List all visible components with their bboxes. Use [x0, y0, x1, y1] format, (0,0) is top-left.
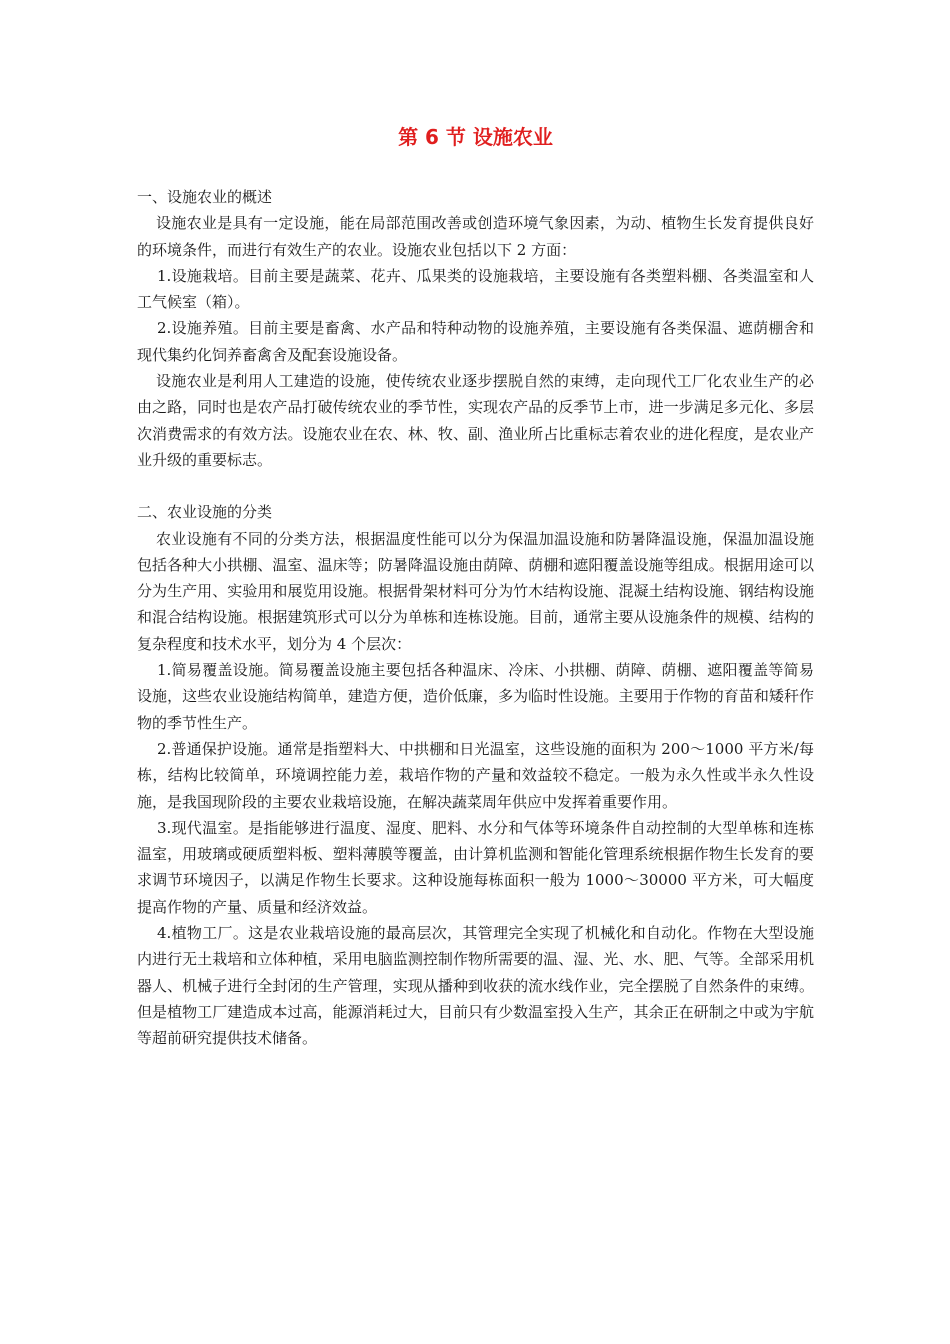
section-heading: 二、农业设施的分类 [137, 503, 273, 522]
list-item: 1.简易覆盖设施。简易覆盖设施主要包括各种温床、冷床、小拱棚、荫障、荫棚、遮阳覆盖等简易设施，这些农业设施结构简单，建造方便，造价低廉，多为临时性设施。主要用于作物的育苗和矮秆作物的季节性生产。 [137, 661, 814, 732]
paragraph: 农业设施有不同的分类方法，根据温度性能可以分为保温加温设施和防暑降温设施，保温加温设施包括各种大小拱棚、温室、温床等；防暑降温设施由荫障、荫棚和遮阳覆盖设施等组成。根据用途可以分为生产用、实验用和展览用设施。根据骨架材料可分为竹木结构设施、混凝土结构设施、钢结构设施和混合结构设施。根据建筑形式可以分为单栋和连栋设施。目前，通常主要从设施条件的规模、结构的复杂程度和技术水平，划分为 4 个层次： [137, 529, 814, 653]
paragraph: 设施农业是利用人工建造的设施，使传统农业逐步摆脱自然的束缚，走向现代工厂化农业生产的必由之路，同时也是农产品打破传统农业的季节性，实现农产品的反季节上市，进一步满足多元化、多层次消费需求的有效方法。设施农业在农、林、牧、副、渔业所占比重标志着农业的进化程度，是农业产业升级的重要标志。 [137, 372, 814, 469]
list-item: 1.设施栽培。目前主要是蔬菜、花卉、瓜果类的设施栽培，主要设施有各类塑料棚、各类温室和人工气候室（箱）。 [137, 266, 814, 312]
page-title: 第 6 节 设施农业 [398, 125, 553, 149]
list-item: 4.植物工厂。这是农业栽培设施的最高层次，其管理完全实现了机械化和自动化。作物在大型设施内进行无土栽培和立体种植，采用电脑监测控制作物所需要的温、湿、光、水、肥、气等。全部采用机器人、机械子进行全封闭的生产管理，实现从播种到收获的流水线作业，完全摆脱了自然条件的束缚。但是植物工厂建造成本过高，能源消耗过大，目前只有少数温室投入生产，其余正在研制之中或为宇航等超前研究提供技术储备。 [137, 924, 814, 1048]
section-classification [137, 499, 814, 1051]
list-item: 2.设施养殖。目前主要是畜禽、水产品和特种动物的设施养殖，主要设施有各类保温、遮荫棚舍和现代集约化饲养畜禽舍及配套设施设备。 [137, 319, 814, 364]
paragraph: 设施农业是具有一定设施，能在局部范围改善或创造环境气象因素，为动、植物生长发育提供良好的环境条件，而进行有效生产的农业。设施农业包括以下 2 方面： [137, 214, 814, 259]
section-overview [137, 184, 814, 473]
list-item: 2.普通保护设施。通常是指塑料大、中拱棚和日光温室，这些设施的面积为 200～1000 平方米/每栋，结构比较简单，环境调控能力差，栽培作物的产量和效益较不稳定。一般为永久性或半永久性设施，是我国现阶段的主要农业栽培设施，在解决蔬菜周年供应中发挥着重要作用。 [137, 739, 814, 811]
section-heading: 一、设施农业的概述 [137, 188, 273, 206]
list-item: 3.现代温室。是指能够进行温度、湿度、肥料、水分和气体等环境条件自动控制的大型单栋和连栋温室，用玻璃或硬质塑料板、塑料薄膜等覆盖，由计算机监测和智能化管理系统根据作物生长发育的要求调节环境因子，以满足作物生长要求。这种设施每栋面积一般为 1000～30000 平方米，可大幅度提高作物的产量、质量和经济效益。 [137, 818, 814, 916]
